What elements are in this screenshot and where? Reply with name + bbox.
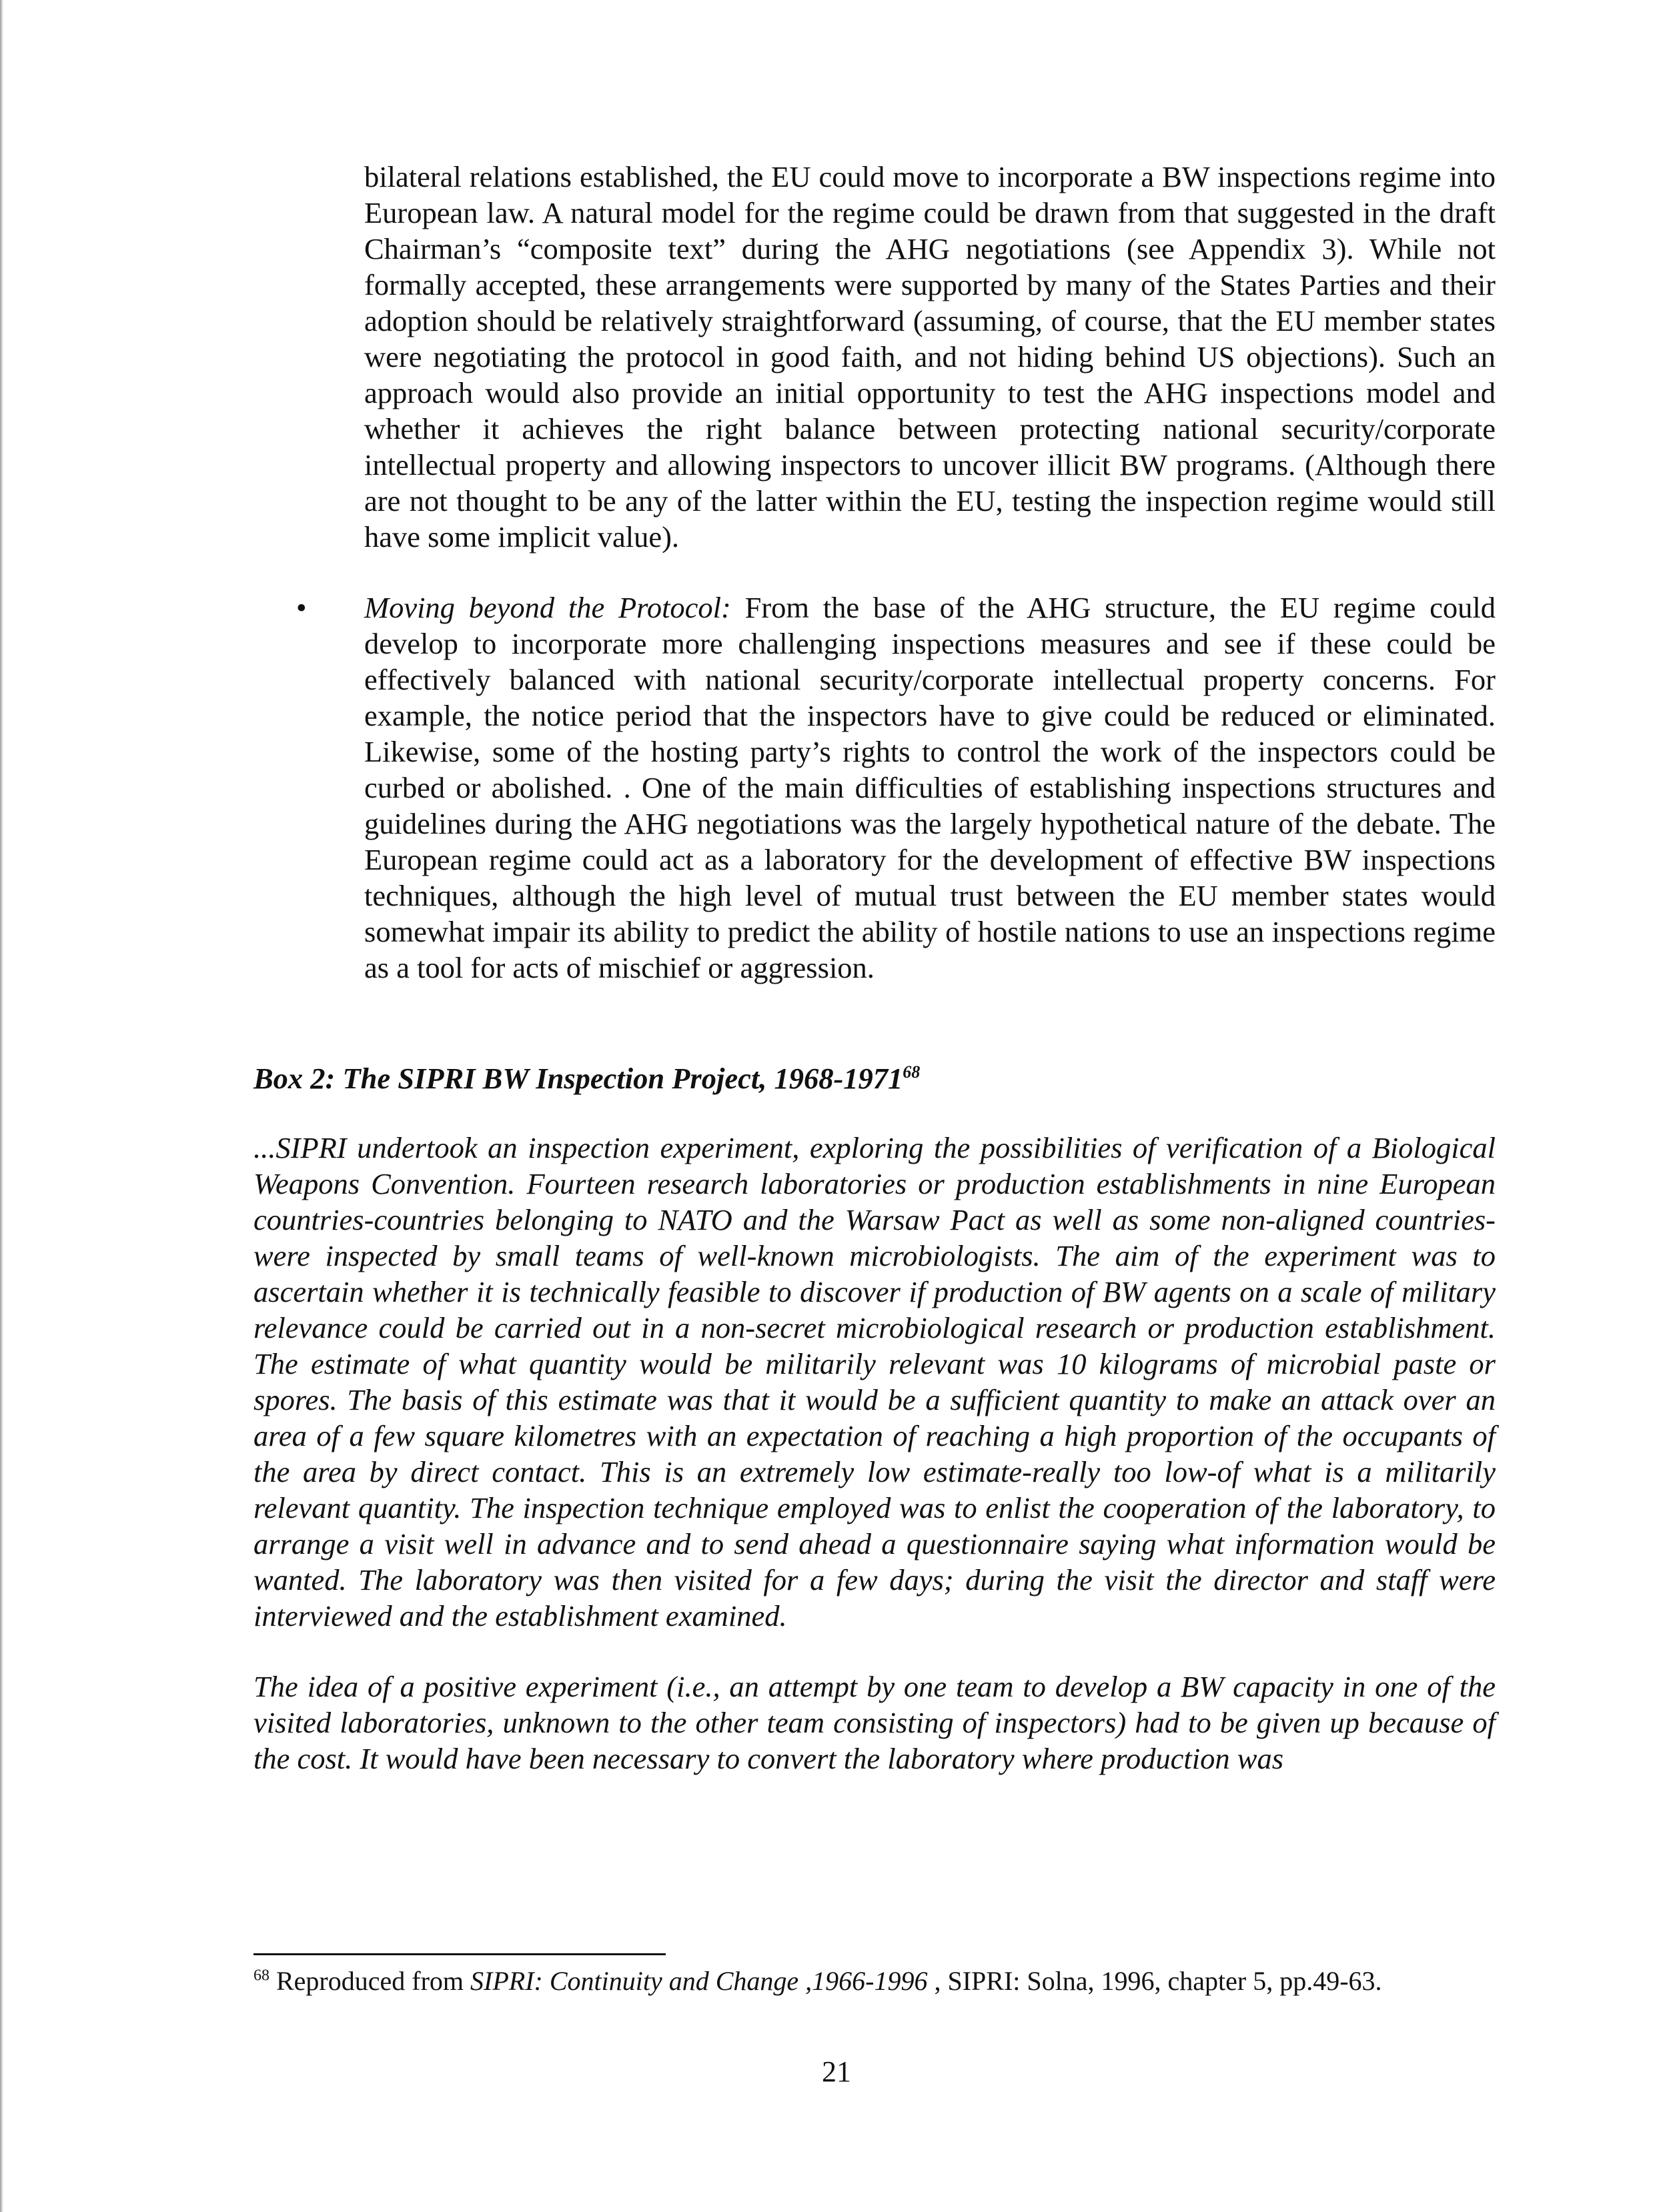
body-paragraph-1: bilateral relations established, the EU could move to incorporate a BW inspections regime into European law. A natural model for the regime could be drawn from that suggested in the draft Chairman’s “composite text” during the AHG negotiations (see Appendix 3). While not formally accepted, these arrangements were supported by many of the States Parties and their adoption should be relatively straightforward (assuming, of course, that the EU member states were negotiating the protocol in good faith, and not hiding behind US objections). Such an approach would also provide an initial opportunity to test the AHG inspections model and whether it achieves the right balance between protecting national security/corporate intellectual property and allowing inspectors to uncover illicit BW programs. (Although there are not thought to be any of the latter within the EU, testing the inspection regime would still have some implicit value). bbox=[364, 160, 1496, 554]
bullet-text: From the base of the AHG structure, the EU regime could develop to incorporate more challenging inspections measures and see if these could be effectively balanced with national security/corporate intellectual property concerns. For example, the notice period that the inspectors have to give could be reduced or eliminated. Likewise, some of the hosting party’s rights to control the work of the inspectors could be curbed or abolished. . One of the main difficulties of establishing inspections structures and guidelines during the AHG negotiations was the largely hypothetical nature of the debate. The European regime could act as a laboratory for the development of effective BW inspections techniques, although the high level of mutual trust between the EU member states would somewhat impair its ability to predict the ability of hostile nations to use an inspections regime as a tool for acts of mischief or aggression. bbox=[364, 591, 1496, 984]
footnote-prefix: Reproduced from bbox=[269, 1966, 471, 1996]
main-content bbox=[253, 159, 1496, 1777]
box-paragraph-1: ...SIPRI undertook an inspection experiment, exploring the possibilities of verification of a Biological Weapons Convention. Fourteen research laboratories or production establishments in nine European countries-countries belonging to NATO and the Warsaw Pact as well as some non-aligned countries-were inspected by small teams of well-known microbiologists. The aim of the experiment was to ascertain whether it is technically feasible to discover if production of BW agents on a scale of military relevance could be carried out in a non-secret microbiological research or production establishment. The estimate of what quantity would be militarily relevant was 10 kilograms of microbial paste or spores. The basis of this estimate was that it would be a sufficient quantity to make an attack over an area of a few square kilometres with an expectation of reaching a high proportion of the occupants of the area by direct contact. This is an extremely low estimate-really too low-of what is a militarily relevant quantity. The inspection technique employed was to enlist the cooperation of the laboratory, to arrange a visit well in advance and to send ahead a questionnaire saying what information would be wanted. The laboratory was then visited for a few days; during the visit the director and staff were interviewed and the establishment examined. bbox=[253, 1131, 1496, 1632]
page-number: 21 bbox=[822, 2055, 851, 2088]
footnote-source-title: SIPRI: Continuity and Change ,1966-1996 bbox=[470, 1966, 928, 1996]
bullet-paragraph bbox=[364, 590, 1496, 986]
bullet-icon: • bbox=[296, 591, 307, 624]
footnote-suffix: , SIPRI: Solna, 1996, chapter 5, pp.49-63. bbox=[927, 1966, 1382, 1996]
scan-edge bbox=[0, 0, 3, 2212]
box-title bbox=[253, 1060, 1496, 1096]
bullet-lead-in: Moving beyond the Protocol: bbox=[364, 591, 731, 624]
footnote bbox=[253, 1965, 1496, 1998]
box-paragraph-2: The idea of a positive experiment (i.e., an attempt by one team to develop a BW capacity in one of the visited laboratories, unknown to the other team consisting of inspectors) had to be given up because of the cost. It would have been necessary to convert the laboratory where production was bbox=[253, 1670, 1496, 1775]
box-footnote-reference: 68 bbox=[903, 1062, 921, 1082]
footnote-number: 68 bbox=[253, 1967, 269, 1985]
footnote-divider bbox=[253, 1953, 666, 1955]
box-title-text: Box 2: The SIPRI BW Inspection Project, 1968-1971 bbox=[253, 1062, 903, 1095]
bullet-item bbox=[296, 590, 1496, 986]
